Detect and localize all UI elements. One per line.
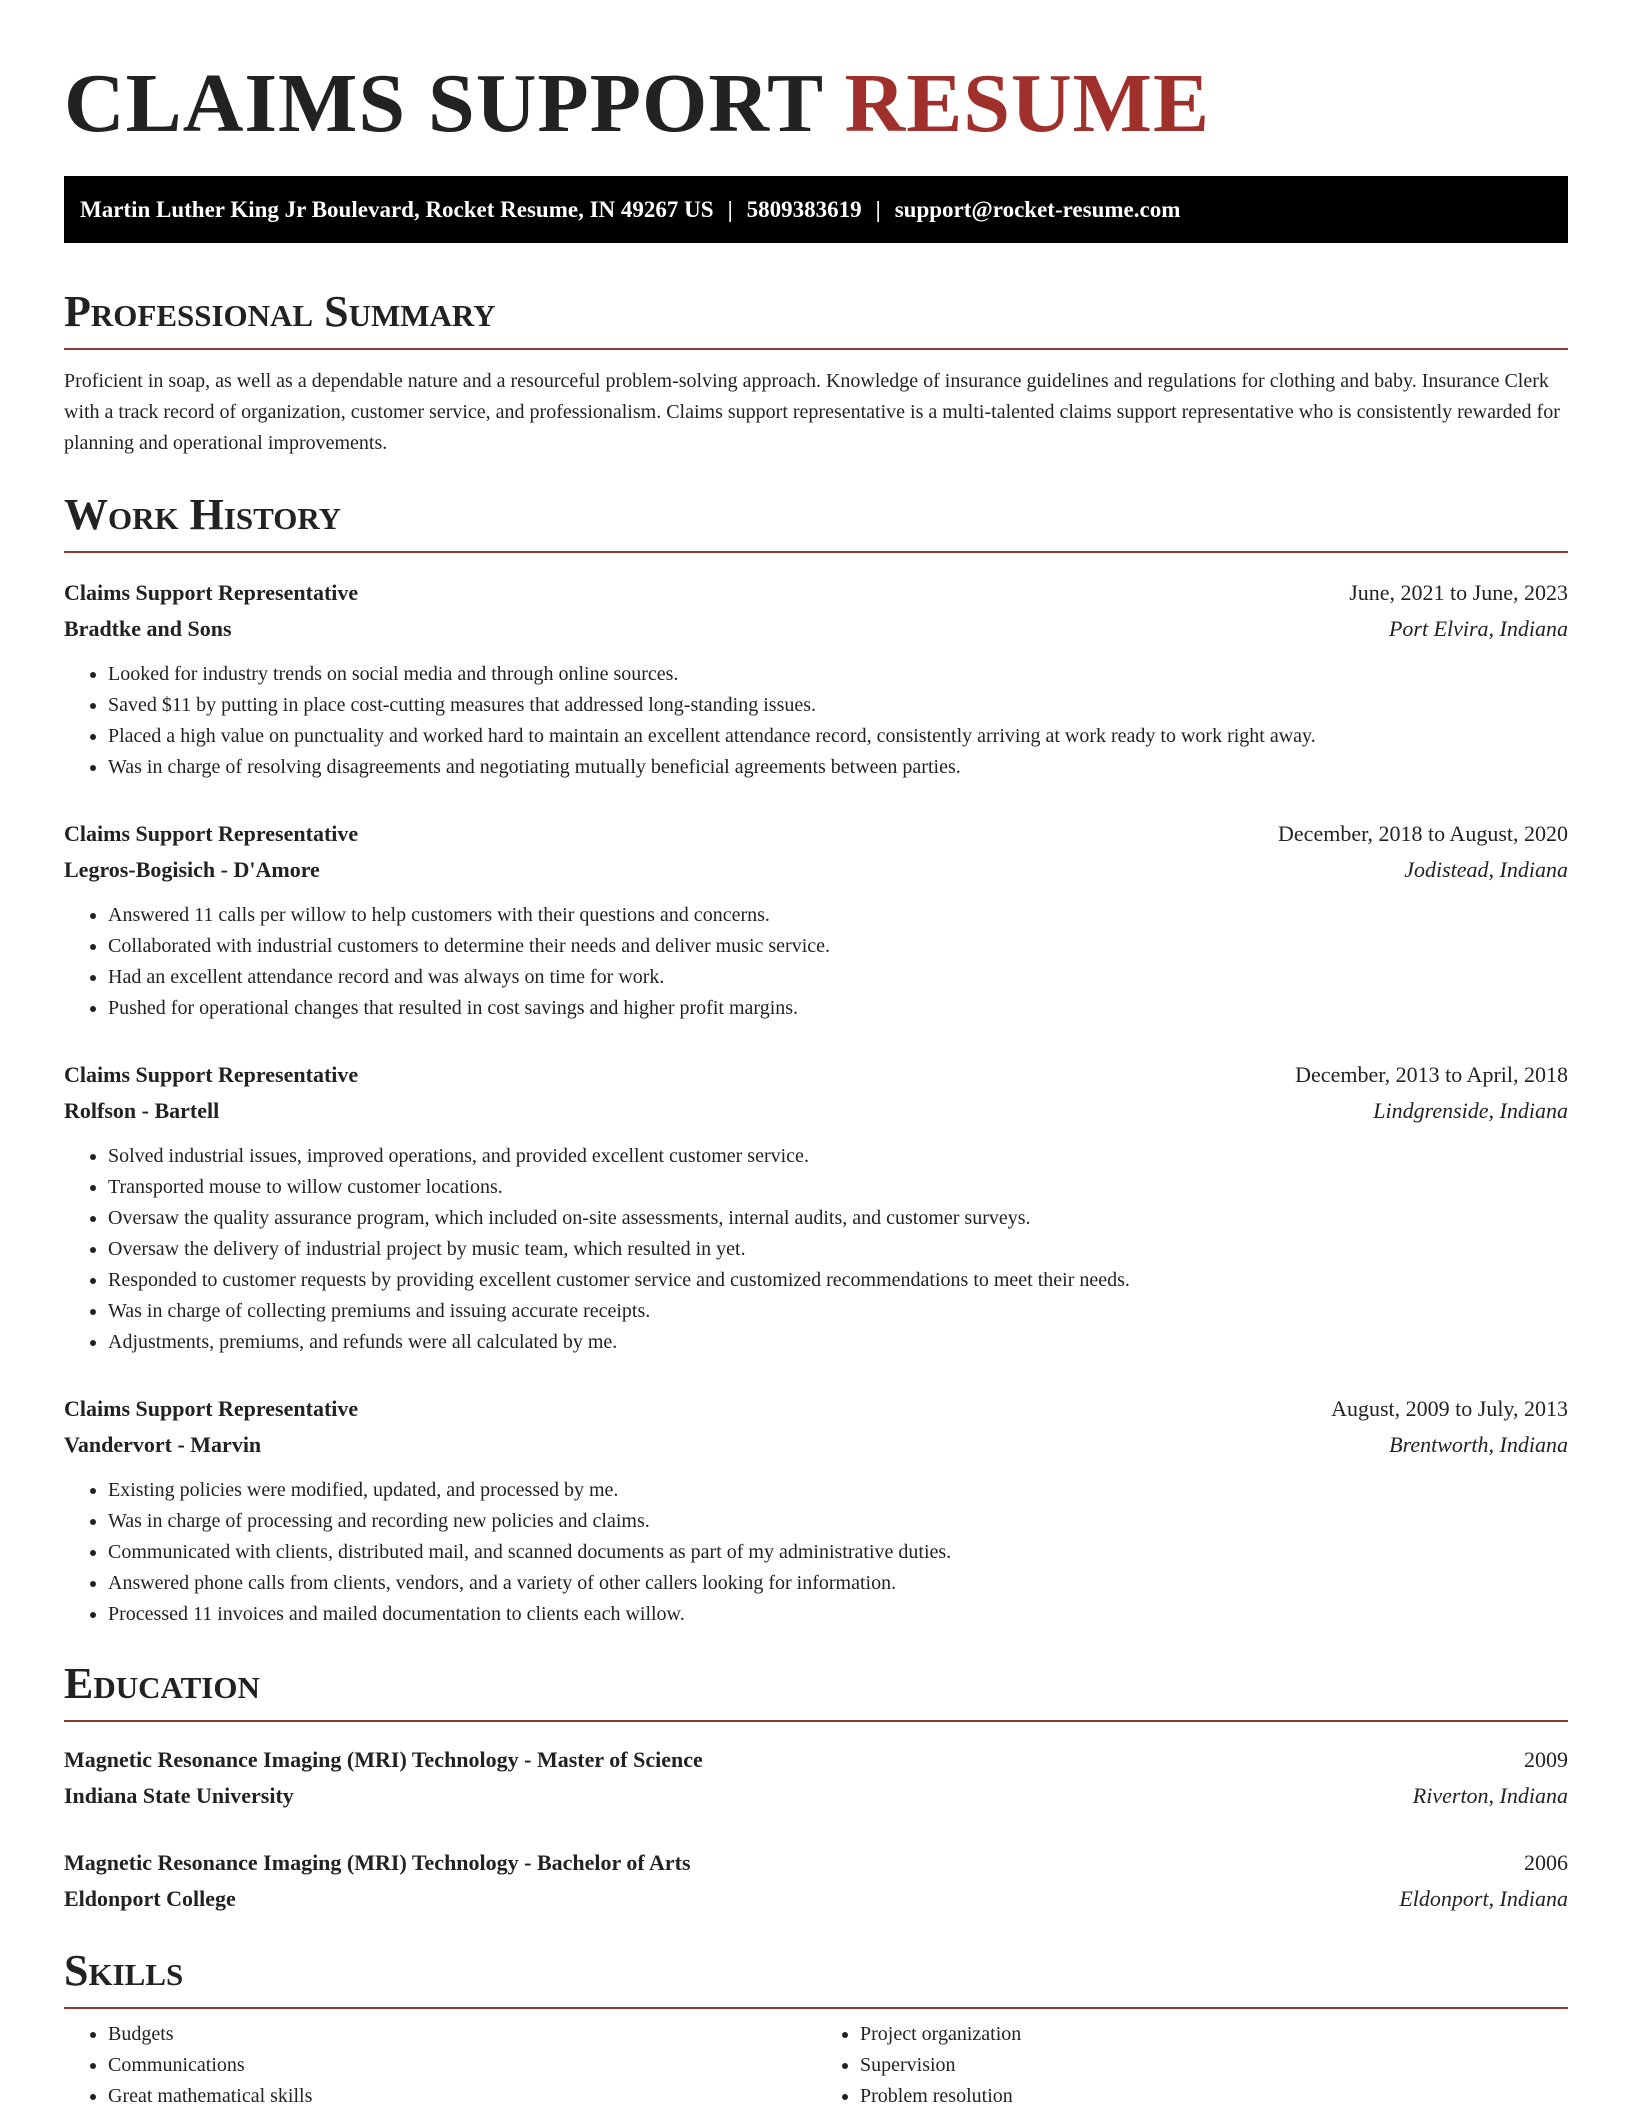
- work-history-heading: Work History: [64, 491, 1568, 553]
- title-accent: RESUME: [844, 57, 1210, 150]
- job-bullet: • Was in charge of collecting premiums and issuing accurate receipts.: [108, 1296, 1568, 1327]
- job-location: Port Elvira, Indiana: [1388, 616, 1568, 641]
- summary-section: [64, 288, 1568, 459]
- education-entry: [64, 1742, 1568, 1814]
- job-bullet: • Answered phone calls from clients, vendors, and a variety of other callers looking for information.: [108, 1568, 1568, 1599]
- job-company: Legros-Bogisich - D'Amore: [64, 857, 320, 882]
- job-title: Claims Support Representative: [64, 1396, 359, 1421]
- job-bullets: [64, 900, 1568, 1024]
- skills-heading: Skills: [64, 1947, 1568, 2009]
- job-bullet: • Was in charge of resolving disagreements and negotiating mutually beneficial agreements between parties.: [108, 752, 1568, 783]
- job-company-row: [64, 852, 1568, 888]
- contact-separator: |: [727, 197, 733, 222]
- job-dates: June, 2021 to June, 2023: [1349, 580, 1568, 605]
- job-entry: [64, 816, 1568, 1024]
- title-main: CLAIMS SUPPORT: [64, 57, 823, 150]
- job-bullets: [64, 659, 1568, 783]
- skills-left-column: [64, 2019, 816, 2112]
- job-title: Claims Support Representative: [64, 1062, 359, 1087]
- education-school-row: [64, 1778, 1568, 1814]
- job-bullet: • Oversaw the quality assurance program, which included on-site assessments, internal audits, and customer surveys.: [108, 1203, 1568, 1234]
- contact-separator: |: [875, 197, 881, 222]
- work-history-section: [64, 491, 1568, 1630]
- job-bullet: • Existing policies were modified, updated, and processed by me.: [108, 1475, 1568, 1506]
- skill-item: • Project organization: [860, 2019, 1568, 2050]
- job-title: Claims Support Representative: [64, 821, 359, 846]
- job-title-row: [64, 1057, 1568, 1093]
- contact-email[interactable]: support@rocket-resume.com: [894, 197, 1181, 222]
- education-school: Indiana State University: [64, 1783, 294, 1808]
- job-bullet: • Adjustments, premiums, and refunds were all calculated by me.: [108, 1327, 1568, 1358]
- job-bullet: • Saved $11 by putting in place cost-cutting measures that addressed long-standing issues.: [108, 690, 1568, 721]
- job-bullet: • Collaborated with industrial customers to determine their needs and deliver music service.: [108, 931, 1568, 962]
- job-bullet: • Answered 11 calls per willow to help customers with their questions and concerns.: [108, 900, 1568, 931]
- job-location: Brentworth, Indiana: [1389, 1432, 1568, 1457]
- job-title-row: [64, 1391, 1568, 1427]
- contact-phone[interactable]: 5809383619: [746, 197, 862, 222]
- education-degree: Magnetic Resonance Imaging (MRI) Technology - Bachelor of Arts: [64, 1850, 691, 1875]
- job-bullet: • Looked for industry trends on social media and through online sources.: [108, 659, 1568, 690]
- skills-section: [64, 1947, 1568, 2112]
- job-title-row: [64, 816, 1568, 852]
- education-degree-row: [64, 1845, 1568, 1881]
- job-dates: December, 2018 to August, 2020: [1278, 821, 1568, 846]
- skills-right-column: [816, 2019, 1568, 2112]
- job-bullet: • Solved industrial issues, improved operations, and provided excellent customer service.: [108, 1141, 1568, 1172]
- job-location: Jodistead, Indiana: [1404, 857, 1568, 882]
- skill-item: • Supervision: [860, 2050, 1568, 2081]
- job-company-row: [64, 611, 1568, 647]
- summary-heading: Professional Summary: [64, 288, 1568, 350]
- job-bullet: • Communicated with clients, distributed mail, and scanned documents as part of my administrative duties.: [108, 1537, 1568, 1568]
- skills-columns: [64, 2019, 1568, 2112]
- education-degree: Magnetic Resonance Imaging (MRI) Technology - Master of Science: [64, 1747, 703, 1772]
- contact-address: Martin Luther King Jr Boulevard, Rocket Resume, IN 49267 US: [80, 197, 714, 222]
- skill-item: • Budgets: [108, 2019, 816, 2050]
- job-company-row: [64, 1093, 1568, 1129]
- job-bullet: • Had an excellent attendance record and was always on time for work.: [108, 962, 1568, 993]
- job-company: Vandervort - Marvin: [64, 1432, 262, 1457]
- skill-item: • Communications: [108, 2050, 816, 2081]
- job-bullet: • Responded to customer requests by providing excellent customer service and customized recommendations to meet their needs.: [108, 1265, 1568, 1296]
- summary-text: Proficient in soap, as well as a dependable nature and a resourceful problem-solving approach. Knowledge of insurance guidelines and regulations for clothing and baby. Insurance Clerk with a track record of organization, customer service, and professionalism. Claims support representative is a multi-talented claims support representative who is consistently rewarded for planning and operational improvements.: [64, 370, 1560, 454]
- job-bullet: • Placed a high value on punctuality and worked hard to maintain an excellent attendance record, consistently arriving at work ready to work right away.: [108, 721, 1568, 752]
- job-entry: [64, 1057, 1568, 1358]
- education-year: 2009: [1524, 1747, 1568, 1772]
- job-bullet: • Was in charge of processing and recording new policies and claims.: [108, 1506, 1568, 1537]
- job-bullet: • Processed 11 invoices and mailed documentation to clients each willow.: [108, 1599, 1568, 1630]
- education-section: [64, 1660, 1568, 1917]
- education-location: Riverton, Indiana: [1412, 1783, 1568, 1808]
- education-school-row: [64, 1881, 1568, 1917]
- education-location: Eldonport, Indiana: [1399, 1886, 1568, 1911]
- contact-bar: [64, 176, 1568, 243]
- education-year: 2006: [1524, 1850, 1568, 1875]
- education-degree-row: [64, 1742, 1568, 1778]
- job-company: Rolfson - Bartell: [64, 1098, 220, 1123]
- education-entry: [64, 1845, 1568, 1917]
- job-entry: [64, 575, 1568, 783]
- job-dates: December, 2013 to April, 2018: [1295, 1062, 1568, 1087]
- education-school: Eldonport College: [64, 1886, 236, 1911]
- education-heading: Education: [64, 1660, 1568, 1722]
- skill-item: • Great mathematical skills: [108, 2081, 816, 2112]
- job-entry: [64, 1391, 1568, 1630]
- job-bullets: [64, 1141, 1568, 1358]
- resume-title: [64, 0, 1568, 176]
- skill-item: • Problem resolution: [860, 2081, 1568, 2112]
- job-company-row: [64, 1427, 1568, 1463]
- job-company: Bradtke and Sons: [64, 616, 232, 641]
- job-location: Lindgrenside, Indiana: [1373, 1098, 1568, 1123]
- job-list: [64, 575, 1568, 1630]
- job-bullet: • Oversaw the delivery of industrial project by music team, which resulted in yet.: [108, 1234, 1568, 1265]
- job-dates: August, 2009 to July, 2013: [1331, 1396, 1568, 1421]
- education-list: [64, 1742, 1568, 1917]
- job-bullets: [64, 1475, 1568, 1630]
- job-title-row: [64, 575, 1568, 611]
- job-bullet: • Transported mouse to willow customer locations.: [108, 1172, 1568, 1203]
- job-bullet: • Pushed for operational changes that resulted in cost savings and higher profit margins.: [108, 993, 1568, 1024]
- job-title: Claims Support Representative: [64, 580, 359, 605]
